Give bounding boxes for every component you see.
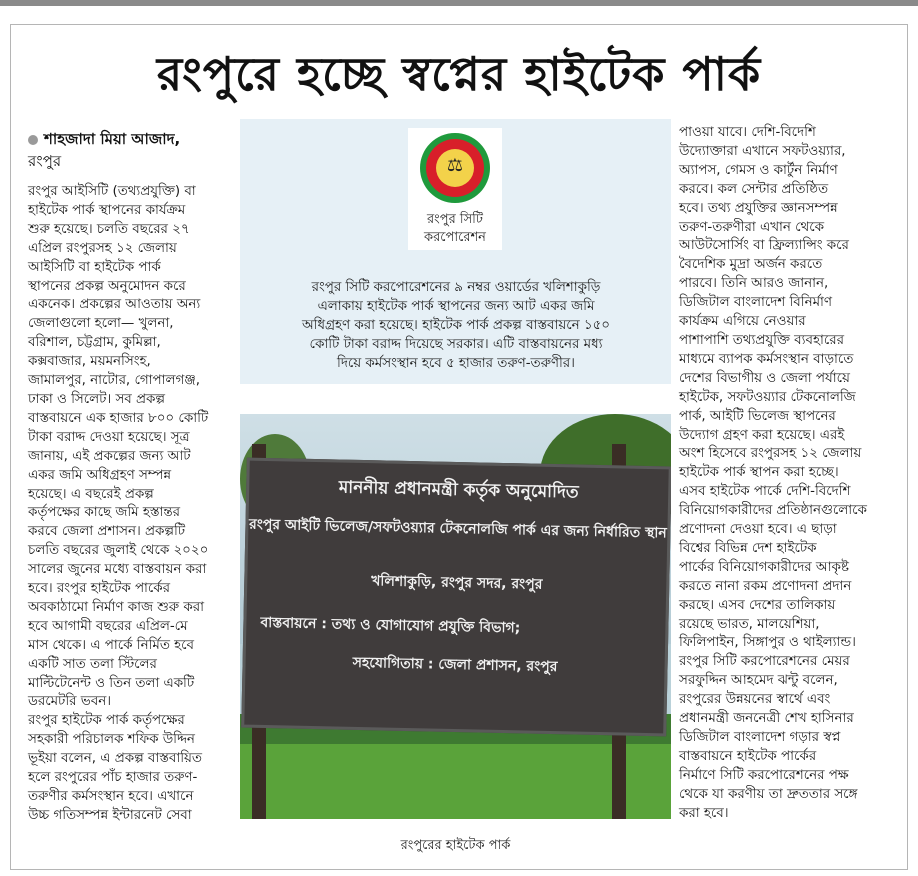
text-line: বাস্তবায়নে হাইটেক পার্কের bbox=[679, 748, 817, 764]
text-line: মাস থেকে। এ পার্কে নির্মিত হবে bbox=[28, 637, 195, 653]
text-line: বাস্তবায়নে এক হাজার ৮০০ কোটি bbox=[28, 410, 209, 426]
text-line: কর্তৃপক্ষের কাছে জমি হস্তান্তর bbox=[28, 505, 181, 521]
text-line: হাইটেক, সফটওয়্যার টেকনোলজি bbox=[679, 389, 856, 405]
text-line: উচ্চ গতিসম্পন্ন ইন্টারনেট সেবা bbox=[28, 807, 192, 823]
text-line: সরফুদ্দিন আহমেদ ঝন্টু বলেন, bbox=[679, 673, 838, 689]
article-column-right bbox=[679, 124, 901, 824]
highlight-line: রংপুর সিটি করপোরেশনের ৯ নম্বর ওয়ার্ডের খলিশাকুড়ি bbox=[311, 280, 601, 295]
sign-line: খলিশাকুড়ি, রংপুর সদর, রংপুর bbox=[371, 573, 543, 593]
text-line: রয়েছে ভারত, মালয়েশিয়া, bbox=[679, 616, 820, 632]
text-line: অবকাঠামো নির্মাণ কাজ শুরু করা bbox=[28, 599, 204, 615]
text-line: ঢাকা ও সিলেট। সব প্রকল্প bbox=[28, 391, 165, 407]
text-line: পারবে। তিনি আরও জানান, bbox=[679, 276, 829, 292]
green-field bbox=[240, 744, 671, 819]
highlight-line: কোটি টাকা বরাদ্দ দিয়েছে সরকার। এটি বাস্তবায়নের মধ্য bbox=[309, 337, 603, 352]
project-signboard bbox=[241, 458, 671, 737]
byline bbox=[28, 128, 228, 172]
text-line: হলে রংপুরের পাঁচ হাজার তরুণ- bbox=[28, 770, 198, 786]
highlight-line: অধিগ্রহণ করা হয়েছে। হাইটেক পার্ক প্রকল্প বাস্তবায়নে ১৫০ bbox=[302, 318, 610, 333]
text-line: পার্ক, আইটি ভিলেজ স্থাপনের bbox=[679, 408, 836, 424]
text-line: জামালপুর, নাটোর, গোপালগঞ্জ, bbox=[28, 373, 200, 389]
text-line: হবে আগামী বছরের এপ্রিল-মে bbox=[28, 618, 188, 634]
highlight-text bbox=[252, 278, 660, 373]
text-line: করবে জেলা প্রশাসন। প্রকল্পটি bbox=[28, 524, 186, 540]
text-line: জেলাগুলো হলো— খুলনা, bbox=[28, 316, 174, 332]
text-line: ডিজিটাল বাংলাদেশ গড়ার স্বপ্ন bbox=[679, 730, 841, 745]
text-line: বিশ্বের বিভিন্ন দেশ হাইটেক bbox=[679, 540, 817, 556]
text-line: নির্মাণে সিটি করপোরেশনের পক্ষ bbox=[679, 767, 849, 783]
text-line: পাওয়া যাবে। দেশি-বিদেশি bbox=[679, 125, 816, 140]
text-line: সালের জুনের মধ্যে বাস্তবায়ন করা bbox=[28, 562, 207, 578]
photo-caption: রংপুরের হাইটেক পার্ক bbox=[400, 838, 511, 853]
text-line: করছে। এসব দেশের তালিকায় bbox=[679, 597, 836, 613]
text-line: করবে। কল সেন্টার প্রতিষ্ঠিত bbox=[679, 181, 829, 197]
text-line: বৈদেশিক মুদ্রা অর্জন করতে bbox=[679, 257, 823, 273]
text-line: এপ্রিল রংপুরসহ ১২ জেলায় bbox=[28, 240, 177, 256]
text-line: ডরমেটরি ভবন। bbox=[28, 694, 111, 710]
text-line: জানায়, এই প্রকল্পের জন্য আট bbox=[28, 448, 191, 464]
text-line: বিনিয়োগকারীদের প্রতিষ্ঠানগুলোকে bbox=[679, 503, 867, 519]
text-line: রংপুরের উন্নয়নের স্বার্থে এবং bbox=[679, 692, 831, 708]
sign-line: সহযোগিতায় : জেলা প্রশাসন, রংপুর bbox=[352, 654, 558, 676]
text-line: টাকা বরাদ্দ দেওয়া হয়েছে। সূত্র bbox=[28, 429, 190, 445]
city-corporation-logo bbox=[420, 133, 490, 203]
text-line: করতে নানা রকম প্রণোদনা প্রদান bbox=[679, 578, 852, 594]
text-line: উদ্যোক্তারা এখানে সফটওয়্যার, bbox=[679, 143, 846, 159]
highlight-line: দিয়ে কর্মসংস্থান হবে ৫ হাজার তরুণ-তরুণীর। bbox=[337, 356, 575, 371]
text-line: হবে। রংপুর হাইটেক পার্কের bbox=[28, 581, 171, 597]
byline-place: রংপুর bbox=[28, 152, 62, 170]
text-line: শুরু হয়েছে। চলতি বছরের ২৭ bbox=[28, 221, 190, 237]
text-line: রংপুর আইসিটি (তথ্যপ্রযুক্তি) বা bbox=[28, 184, 196, 199]
text-line: রংপুর সিটি করপোরেশনের মেয়র bbox=[679, 654, 850, 670]
text-line: ফিলিপাইন, সিঙ্গাপুর ও থাইল্যান্ড। bbox=[679, 635, 856, 651]
text-line: প্রধানমন্ত্রী জননেত্রী শেখ হাসিনার bbox=[679, 711, 854, 727]
text-line: চলতি বছরের জুলাই থেকে ২০২০ bbox=[28, 543, 209, 559]
text-line: আউটসোর্সিং বা ফ্রিল্যান্সিং করে bbox=[679, 238, 849, 254]
logo-label: রংপুর সিটি করপোরেশন bbox=[424, 212, 486, 245]
article-column-left bbox=[28, 183, 228, 826]
text-line: এসব হাইটেক পার্কে দেশি-বিদেশি bbox=[679, 484, 851, 500]
text-line: থেকে যা করণীয় তা দ্রুততার সঙ্গে bbox=[679, 786, 858, 802]
text-line: মাধ্যমে ব্যাপক কর্মসংস্থান বাড়াতে bbox=[679, 351, 854, 367]
text-line: হাইটেক পার্ক স্থাপন করা হচ্ছে। bbox=[679, 465, 839, 481]
text-line: বরিশাল, চট্টগ্রাম, কুমিল্লা, bbox=[28, 335, 161, 351]
text-line: করা হবে। bbox=[679, 805, 729, 821]
text-line: কার্যক্রম এগিয়ে নেওয়ার bbox=[679, 314, 806, 330]
sign-line: মাননীয় প্রধানমন্ত্রী কর্তৃক অনুমোদিত bbox=[338, 477, 579, 503]
text-line: একনেক। প্রকল্পের আওতায় অন্য bbox=[28, 297, 201, 313]
text-line: দেশের বিভাগীয় ও জেলা পর্যায়ে bbox=[679, 370, 850, 386]
article-photo bbox=[240, 414, 671, 819]
text-line: ভূইয়া বলেন, এ প্রকল্প বাস্তবায়িত bbox=[28, 751, 202, 767]
text-line: মাল্টিটেনেন্ট ও তিন তলা একটি bbox=[28, 675, 195, 691]
text-line: হয়েছে। এ বছরেই প্রকল্প bbox=[28, 486, 154, 502]
highlight-line: এলাকায় হাইটেক পার্ক স্থাপনের জন্য আট একর জমি bbox=[317, 299, 595, 314]
scales-icon: ⚖ bbox=[446, 155, 464, 176]
text-line: পার্কের বিনিয়োগকারীদের আকৃষ্ট bbox=[679, 559, 849, 575]
text-line: তরুণ-তরুণীরা এখান থেকে bbox=[679, 219, 824, 235]
text-line: সহকারী পরিচালক শফিক উদ্দিন bbox=[28, 732, 195, 748]
text-line: স্থাপনের প্রকল্প অনুমোদন করে bbox=[28, 278, 186, 294]
sign-line: রংপুর আইটি ভিলেজ/সফটওয়্যার টেকনোলজি পার্ক এর জন্য নির্ধারিত স্থান bbox=[248, 516, 667, 542]
text-line: পাশাপাশি তথ্যপ্রযুক্তি ব্যবহারের bbox=[679, 332, 844, 348]
text-line: হাইটেক পার্ক স্থাপনের কার্যক্রম bbox=[28, 202, 186, 218]
text-line: একটি সাত তলা স্টিলের bbox=[28, 656, 157, 672]
bullet-icon bbox=[28, 135, 38, 145]
text-line: অ্যাপস, গেমস ও কার্টুন নির্মাণ bbox=[679, 162, 838, 178]
text-line: একর জমি অধিগ্রহণ সম্পন্ন bbox=[28, 467, 172, 483]
text-line: তরুণীর কর্মসংস্থান হবে। এখানে bbox=[28, 789, 194, 804]
text-line: উদ্যোগ গ্রহণ করা হয়েছে। এরই bbox=[679, 427, 845, 443]
text-line: রংপুর হাইটেক পার্ক কর্তৃপক্ষের bbox=[28, 713, 185, 729]
byline-author: শাহজাদা মিয়া আজাদ, bbox=[44, 130, 181, 148]
text-line: ডিজিটাল বাংলাদেশ বিনির্মাণ bbox=[679, 295, 832, 311]
text-line: হবে। তথ্য প্রযুক্তির জ্ঞানসম্পন্ন bbox=[679, 200, 838, 216]
text-line: কক্সবাজার, ময়মনসিংহ, bbox=[28, 354, 151, 370]
text-line: প্রণোদনা দেওয়া হবে। এ ছাড়া bbox=[679, 522, 837, 538]
article-headline: রংপুরে হচ্ছে স্বপ্নের হাইটেক পার্ক bbox=[156, 47, 762, 101]
top-rule bbox=[0, 0, 918, 6]
sign-line: বাস্তবায়নে : তথ্য ও যোগাযোগ প্রযুক্তি বিভাগ; bbox=[260, 614, 521, 637]
text-line: অংশ হিসেবে রংপুরসহ ১২ জেলায় bbox=[679, 446, 862, 462]
text-line: আইসিটি বা হাইটেক পার্ক bbox=[28, 259, 161, 275]
